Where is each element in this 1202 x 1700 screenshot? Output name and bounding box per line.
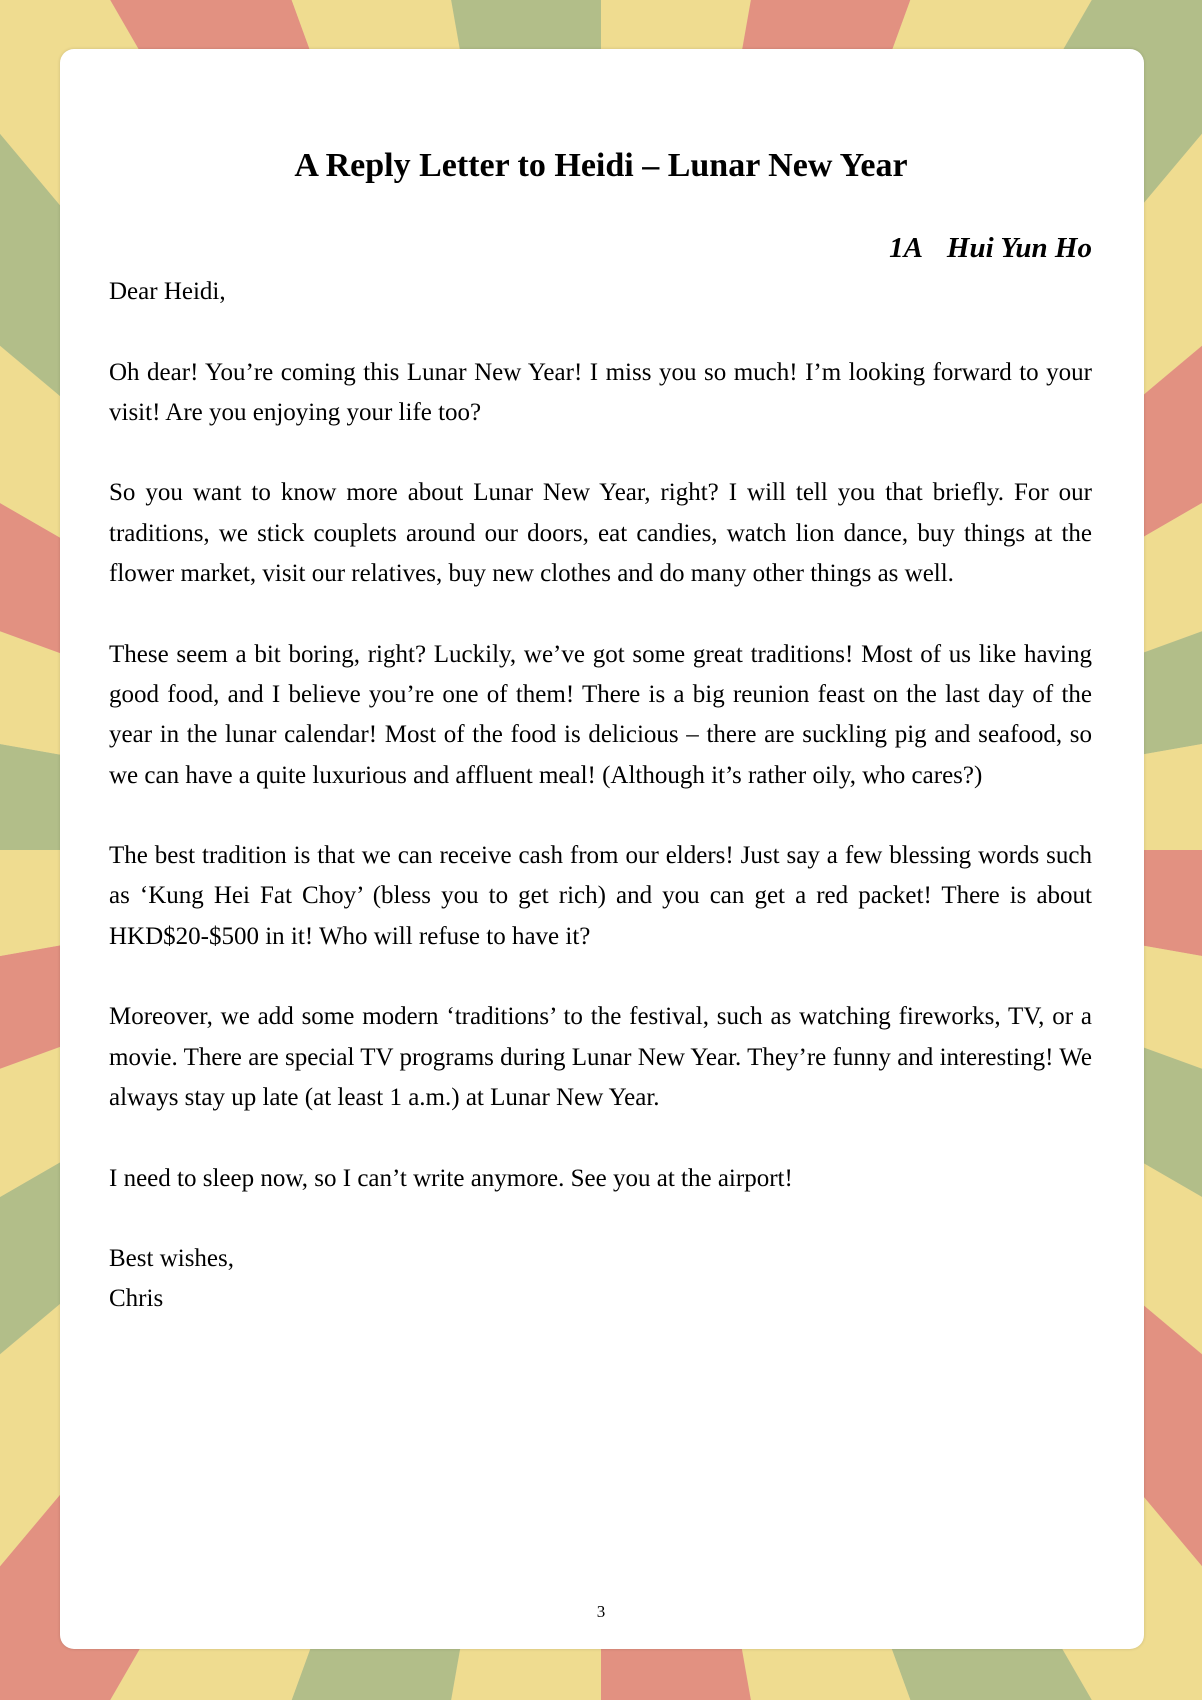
closing: Best wishes, <box>109 1245 234 1273</box>
paragraph-1: Oh dear! You’re coming this Lunar New Year! I miss you so much! I’m looking forward to your visit! Are you enjoying your life too? <box>109 358 1092 426</box>
author-name: Hui Yun Ho <box>946 232 1092 264</box>
paragraph-3: These seem a bit boring, right? Luckily, we’ve got some great traditions! Most of us like having good food, and I believe you’re one of them! There is a big reunion feast on the last day of the year in the lunar calendar! Most of the food is delicious – there are suckling pig and seafood, so we can have a quite luxurious and affluent meal! (Although it’s rather oily, who cares?) <box>109 640 1092 789</box>
letter-title: A Reply Letter to Heidi – Lunar New Year <box>294 147 908 184</box>
page-number: 3 <box>596 1602 606 1621</box>
paragraph-2: So you want to know more about Lunar New Year, right? I will tell you that briefly. For our traditions, we stick couplets around our doors, eat candies, watch lion dance, buy things at the flower market, visit our relatives, buy new clothes and do many other things as well. <box>109 479 1092 588</box>
author-line <box>889 228 1092 268</box>
paragraph-6: I need to sleep now, so I can’t write anymore. See you at the airport! <box>109 1164 793 1192</box>
author-class: 1A <box>889 232 923 264</box>
salutation: Dear Heidi, <box>109 278 226 305</box>
paragraph-4: The best tradition is that we can receive cash from our elders! Just say a few blessing words such as ‘Kung Hei Fat Choy’ (bless you to get rich) and you can get a red packet! There is about HKD$20-$500 in it! Who will refuse to have it? <box>109 842 1092 950</box>
signature: Chris <box>109 1285 164 1313</box>
letter-body <box>109 272 1092 1320</box>
paragraph-5: Moreover, we add some modern ‘traditions’ to the festival, such as watching fireworks, TV, or a movie. There are special TV programs during Lunar New Year. They’re funny and interesting! We always stay up late (at least 1 a.m.) at Lunar New Year. <box>109 1003 1092 1111</box>
